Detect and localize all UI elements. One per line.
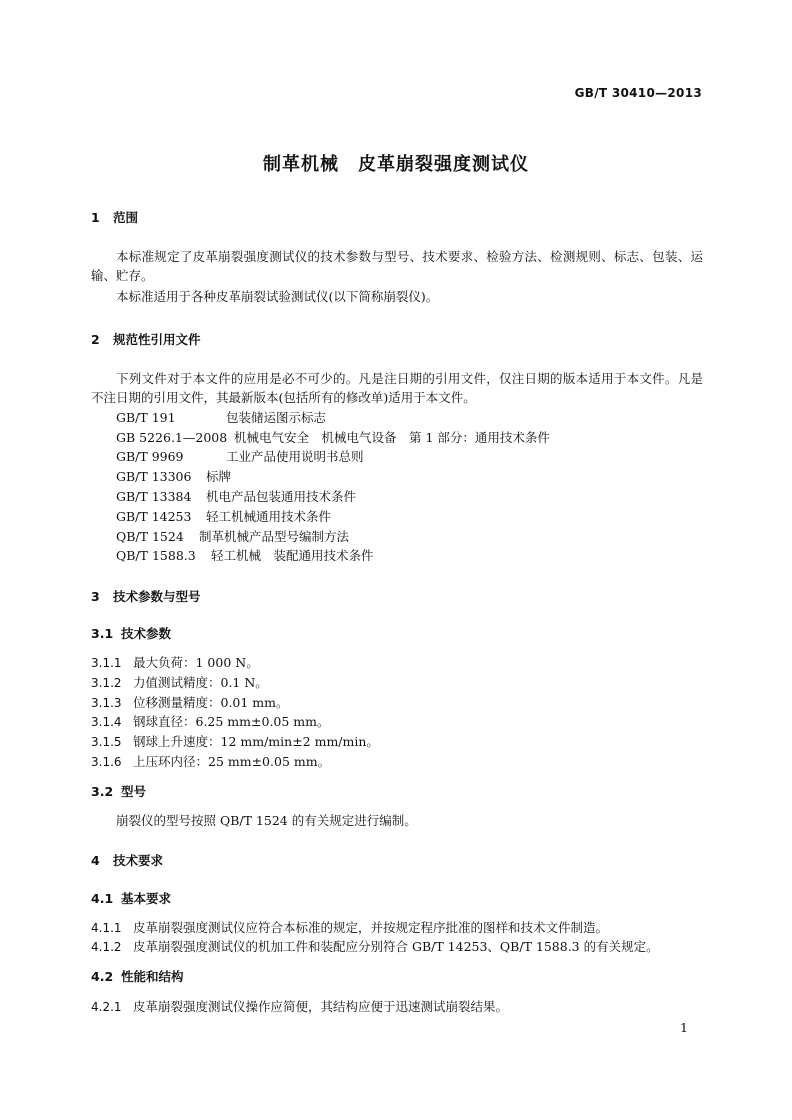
item-text: 钢球直径：6.25 mm±0.05 mm。 [133, 714, 330, 729]
item-text: 皮革崩裂强度测试仪的机加工件和装配应分别符合 GB/T 14253、QB/T 1588.3 的有关规定。 [133, 939, 659, 954]
section-3-2-heading [91, 782, 146, 800]
reference-item [116, 428, 550, 446]
parameter-item [91, 732, 379, 752]
section-title: 范围 [113, 210, 139, 225]
item-text: 位移测量精度：0.01 mm。 [133, 695, 289, 710]
requirement-item [91, 997, 508, 1017]
section-number: 4 [91, 853, 100, 868]
parameter-item [91, 712, 330, 732]
section-title: 技术参数与型号 [113, 589, 201, 604]
section-4-1-heading [91, 889, 171, 907]
item-number: 3.1.6 [91, 755, 122, 769]
section-number: 3 [91, 589, 100, 604]
document-title: 制革机械 皮革崩裂强度测试仪 [263, 154, 529, 175]
reference-title: 包装储运图示标志 [226, 410, 327, 425]
section-1-heading [91, 208, 138, 226]
reference-title: 制革机械产品型号编制方法 [199, 529, 350, 544]
reference-code: QB/T 1524 [116, 529, 184, 544]
reference-title: 轻工机械 装配通用技术条件 [211, 548, 374, 563]
reference-code: GB 5226.1—2008 [116, 430, 228, 445]
parameter-item [91, 653, 259, 673]
item-number: 4.1.1 [91, 921, 122, 935]
section-2-heading [91, 330, 201, 348]
reference-title: 工业产品使用说明书总则 [226, 449, 364, 464]
section-1-paragraph-2: 本标准适用于各种皮革崩裂试验测试仪(以下简称崩裂仪)。 [116, 289, 439, 304]
section-3-1-heading [91, 624, 171, 642]
item-number: 3.1.4 [91, 715, 122, 729]
parameter-item [91, 673, 268, 693]
reference-item [116, 527, 349, 545]
item-text: 皮革崩裂强度测试仪操作应简便，其结构应便于迅速测试崩裂结果。 [133, 999, 509, 1014]
standard-code: GB/T 30410—2013 [574, 86, 702, 100]
reference-code: GB/T 9969 [116, 449, 184, 464]
reference-code: GB/T 14253 [116, 509, 192, 524]
reference-item [116, 546, 374, 564]
section-number: 4.1 [91, 891, 114, 906]
section-title: 基本要求 [121, 891, 172, 906]
item-text: 力值测试精度：0.1 N。 [133, 675, 268, 690]
section-3-2-paragraph: 崩裂仪的型号按照 QB/T 1524 的有关规定进行编制。 [116, 813, 417, 828]
section-number: 4.2 [91, 969, 114, 984]
requirement-item [91, 918, 608, 938]
parameter-item [91, 693, 289, 713]
reference-code: GB/T 13384 [116, 489, 192, 504]
item-text: 最大负荷：1 000 N。 [133, 655, 259, 670]
item-text: 皮革崩裂强度测试仪应符合本标准的规定，并按规定程序批准的图样和技术文件制造。 [133, 920, 609, 935]
reference-item [116, 507, 331, 525]
item-number: 4.1.2 [91, 940, 122, 954]
section-title: 规范性引用文件 [113, 332, 201, 347]
section-2-paragraph-1: 下列文件对于本文件的应用是必不可少的。凡是注日期的引用文件，仅注日期的版本适用于本文件。凡是不注日期的引用文件，其最新版本(包括所有的修改单)适用于本文件。 [91, 371, 703, 405]
reference-title: 机电产品包装通用技术条件 [206, 489, 357, 504]
reference-item [116, 408, 326, 426]
item-number: 3.1.2 [91, 676, 122, 690]
section-title: 技术参数 [121, 626, 172, 641]
section-number: 3.1 [91, 626, 114, 641]
item-number: 3.1.3 [91, 696, 122, 710]
page-number: 1 [680, 1020, 688, 1035]
section-4-2-heading [91, 967, 184, 985]
section-number: 1 [91, 210, 100, 225]
section-4-heading [91, 851, 163, 869]
reference-item [116, 447, 364, 465]
section-1-paragraph-1: 本标准规定了皮革崩裂强度测试仪的技术参数与型号、技术要求、检验方法、检测规则、标志、包装、运输、贮存。 [91, 249, 703, 283]
section-title: 技术要求 [113, 853, 164, 868]
reference-title: 标牌 [206, 469, 232, 484]
reference-title: 轻工机械通用技术条件 [206, 509, 332, 524]
section-3-heading [91, 587, 201, 605]
reference-code: GB/T 13306 [116, 469, 192, 484]
item-number: 4.2.1 [91, 1000, 122, 1014]
section-number: 3.2 [91, 784, 114, 799]
section-number: 2 [91, 332, 100, 347]
reference-code: GB/T 191 [116, 410, 176, 425]
item-text: 上压环内径：25 mm±0.05 mm。 [133, 754, 331, 769]
item-number: 3.1.1 [91, 656, 122, 670]
requirement-item [91, 937, 659, 957]
reference-title: 机械电气安全 机械电气设备 第 1 部分：通用技术条件 [234, 430, 550, 445]
reference-item [116, 487, 356, 505]
parameter-item [91, 752, 330, 772]
item-number: 3.1.5 [91, 735, 122, 749]
item-text: 钢球上升速度：12 mm/min±2 mm/min。 [133, 734, 379, 749]
reference-item [116, 467, 231, 485]
section-title: 型号 [121, 784, 147, 799]
section-title: 性能和结构 [121, 969, 184, 984]
reference-code: QB/T 1588.3 [116, 548, 196, 563]
